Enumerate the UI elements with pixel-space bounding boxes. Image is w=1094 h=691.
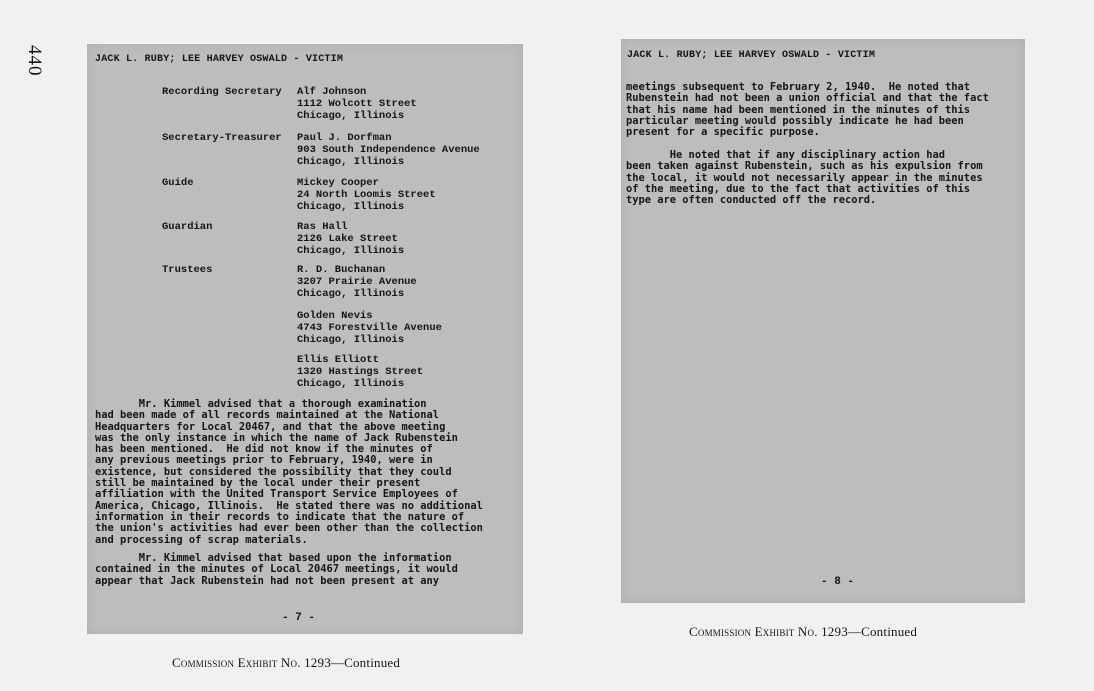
officer-address bbox=[297, 310, 442, 346]
officer-address bbox=[297, 86, 417, 122]
officer-address-line: 1320 Hastings Street bbox=[297, 366, 424, 378]
right-document-page bbox=[621, 39, 1025, 603]
officer-role: Recording Secretary bbox=[162, 86, 282, 98]
left-caption-prefix: Commission Exhibit No. bbox=[172, 655, 301, 670]
officer-address bbox=[297, 132, 480, 168]
left-caption-suffix: 1293—Continued bbox=[300, 655, 401, 670]
officer-address-line: Mickey Cooper bbox=[297, 177, 379, 189]
officer-address-line: 24 North Loomis Street bbox=[297, 189, 436, 201]
officer-address-line: Paul J. Dorfman bbox=[297, 132, 392, 144]
officer-address-line: 903 South Independence Avenue bbox=[297, 144, 480, 156]
officer-entry bbox=[87, 86, 523, 126]
officer-role: Secretary-Treasurer bbox=[162, 132, 282, 144]
left-paragraph-2: Mr. Kimmel advised that based upon the information contained in the minutes of Local 20467 meetings, it would appear that Jack Rubenstein had not been present at any bbox=[95, 552, 458, 587]
officer-address-line: Ras Hall bbox=[297, 221, 348, 233]
left-page-folio: - 7 - bbox=[282, 612, 316, 624]
officer-address bbox=[297, 264, 417, 300]
officer-address-line: 2126 Lake Street bbox=[297, 233, 398, 245]
officer-address-line: Chicago, Illinois bbox=[297, 334, 405, 346]
right-paragraph-2: He noted that if any disciplinary action had been taken against Rubenstein, such as his expulsion from the local, it would not necessarily appear in the minutes of the meeting, due to the fact that activities of this type are often conducted off the record. bbox=[626, 149, 983, 207]
right-paragraph-1: meetings subsequent to February 2, 1940. He noted that Rubenstein had not been a union official and that the fact that his name had been mentioned in the minutes of this particular meeting would possibly indicate he had been present for a specific purpose. bbox=[626, 81, 989, 139]
right-caption-prefix: Commission Exhibit No. bbox=[689, 624, 818, 639]
officer-address-line: Chicago, Illinois bbox=[297, 288, 405, 300]
officer-address-line: Chicago, Illinois bbox=[297, 245, 405, 257]
officer-entry bbox=[87, 132, 523, 172]
officer-role: Guide bbox=[162, 177, 194, 189]
officer-address-line: 1112 Wolcott Street bbox=[297, 98, 417, 110]
left-document-page bbox=[87, 44, 523, 634]
officer-address-line: Chicago, Illinois bbox=[297, 201, 405, 213]
right-page-header: JACK L. RUBY; LEE HARVEY OSWALD - VICTIM bbox=[627, 50, 876, 61]
officer-address bbox=[297, 354, 423, 390]
officer-address-line: Alf Johnson bbox=[297, 86, 367, 98]
right-caption-suffix: 1293—Continued bbox=[817, 624, 918, 639]
officer-address-line: Golden Nevis bbox=[297, 310, 373, 322]
officer-address-line: 3207 Prairie Avenue bbox=[297, 276, 417, 288]
officer-address bbox=[297, 221, 404, 257]
right-exhibit-caption bbox=[689, 624, 917, 640]
officer-address-line: R. D. Buchanan bbox=[297, 264, 386, 276]
officer-address-line: Ellis Elliott bbox=[297, 354, 379, 366]
officer-entry bbox=[87, 310, 523, 350]
left-page-header: JACK L. RUBY; LEE HARVEY OSWALD - VICTIM bbox=[95, 54, 344, 65]
officer-address bbox=[297, 177, 436, 213]
officer-role: Trustees bbox=[162, 264, 213, 276]
officer-address-line: Chicago, Illinois bbox=[297, 378, 405, 390]
right-page-folio: - 8 - bbox=[821, 576, 855, 588]
officer-role: Guardian bbox=[162, 221, 213, 233]
officer-address-line: 4743 Forestville Avenue bbox=[297, 322, 442, 334]
left-exhibit-caption bbox=[172, 655, 400, 671]
officer-address-line: Chicago, Illinois bbox=[297, 156, 405, 168]
officer-entry bbox=[87, 221, 523, 261]
officer-entry bbox=[87, 177, 523, 217]
officer-entry bbox=[87, 264, 523, 304]
left-paragraph-1: Mr. Kimmel advised that a thorough examination had been made of all records maintained at the National Headquarters for Local 20467, and that the above meeting was the only instance in which the name of Jack Rubenstein has been mentioned. He did not know if the minutes of any previous meetings prior to February, 1940, were in existence, but considered the possibility that they could still be maintained by the local under their present affiliation with the United Transport Service Employees of America, Chicago, Illinois. He stated there was no additional information in their records to indicate that the nature of the union's activities had ever been other than the collection and processing of scrap materials. bbox=[95, 398, 483, 546]
officer-entry bbox=[87, 354, 523, 394]
officer-address-line: Chicago, Illinois bbox=[297, 110, 405, 122]
page-number: 440 bbox=[24, 45, 45, 77]
